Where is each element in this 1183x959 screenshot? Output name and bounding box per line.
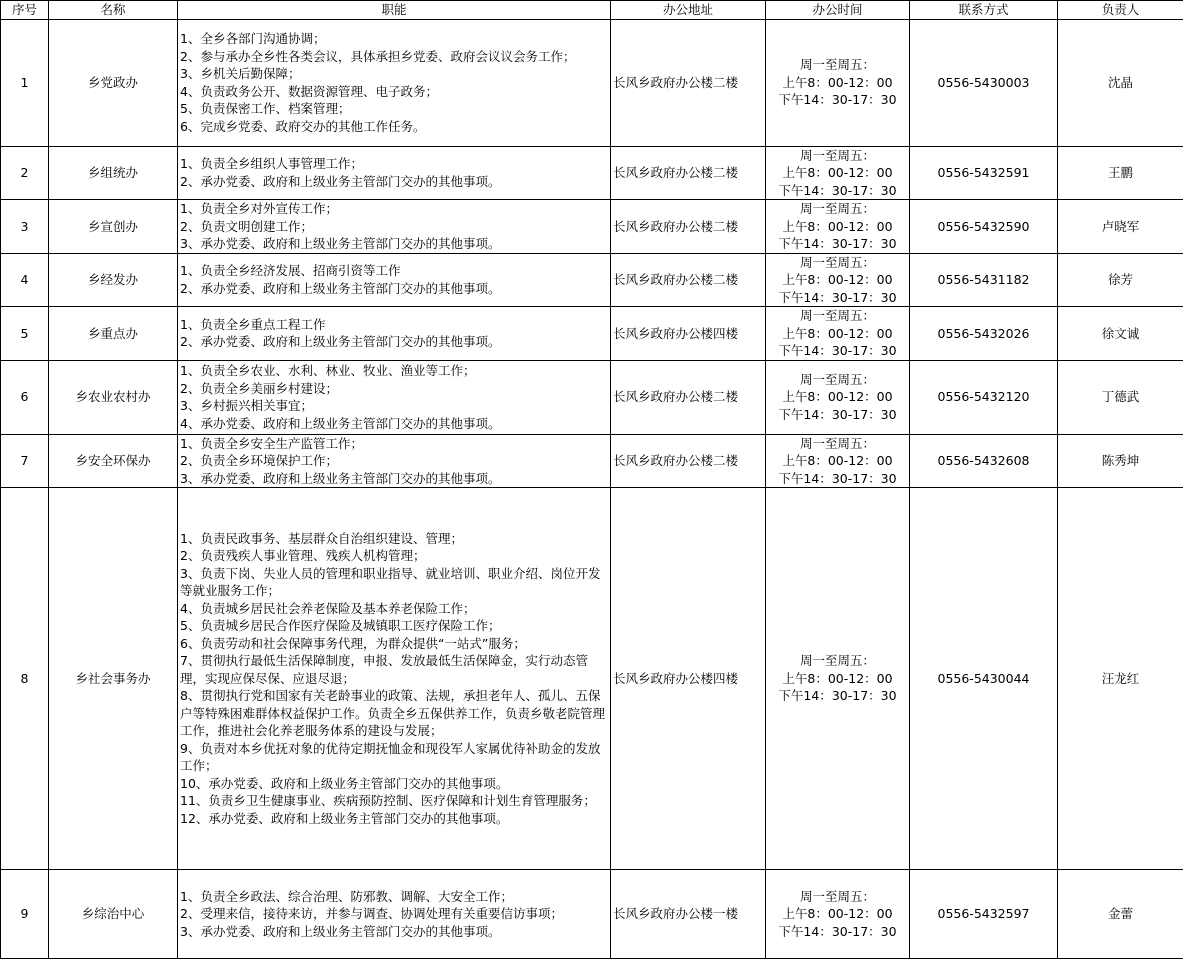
person-in-charge: 王鹏	[1058, 146, 1183, 200]
hours-line: 周一至周五：	[768, 307, 907, 325]
duty-item: 2、负责文明创建工作；	[180, 218, 608, 236]
row-number: 4	[1, 253, 49, 307]
duty-item: 2、参与承办全乡性各类会议，具体承担乡党委、政府会议议会务工作；	[180, 48, 608, 66]
office-address: 长风乡政府办公楼二楼	[611, 200, 766, 254]
table-row	[1, 360, 1183, 434]
contact-phone: 0556-5430003	[910, 19, 1058, 146]
contact-phone: 0556-5431182	[910, 253, 1058, 307]
duty-item: 1、负责全乡安全生产监管工作；	[180, 435, 608, 453]
contact-phone: 0556-5432597	[910, 870, 1058, 959]
duty-item: 2、承办党委、政府和上级业务主管部门交办的其他事项。	[180, 280, 608, 298]
duty-item: 6、完成乡党委、政府交办的其他工作任务。	[180, 118, 608, 136]
department-name: 乡党政办	[49, 19, 178, 146]
row-number: 2	[1, 146, 49, 200]
duty-item: 2、受理来信，接待来访，并参与调查、协调处理有关重要信访事项；	[180, 905, 608, 923]
hours-line: 下午14：30-17：30	[768, 470, 907, 488]
table-body	[1, 19, 1183, 959]
hours-line: 上午8：00-12：00	[768, 325, 907, 343]
contact-phone: 0556-5432591	[910, 146, 1058, 200]
person-in-charge: 汪龙红	[1058, 488, 1183, 870]
contact-phone: 0556-5432120	[910, 360, 1058, 434]
duty-item: 3、乡村振兴相关事宜；	[180, 397, 608, 415]
person-in-charge: 沈晶	[1058, 19, 1183, 146]
header-row	[1, 1, 1183, 20]
hours-line: 周一至周五：	[768, 200, 907, 218]
duty-item: 2、承办党委、政府和上级业务主管部门交办的其他事项。	[180, 173, 608, 191]
contact-phone: 0556-5432026	[910, 307, 1058, 361]
duties-cell	[178, 488, 611, 870]
hours-line: 下午14：30-17：30	[768, 91, 907, 109]
duties-cell	[178, 434, 611, 488]
office-hours	[766, 307, 910, 361]
office-address: 长风乡政府办公楼四楼	[611, 307, 766, 361]
department-name: 乡重点办	[49, 307, 178, 361]
row-number: 1	[1, 19, 49, 146]
hours-line: 周一至周五：	[768, 652, 907, 670]
duties-cell	[178, 360, 611, 434]
duty-item: 10、承办党委、政府和上级业务主管部门交办的其他事项。	[180, 775, 608, 793]
contact-phone: 0556-5430044	[910, 488, 1058, 870]
duties-cell	[178, 870, 611, 959]
duty-item: 4、负责城乡居民社会养老保险及基本养老保险工作；	[180, 600, 608, 618]
duty-item: 1、负责全乡政法、综合治理、防邪教、调解、大安全工作；	[180, 888, 608, 906]
contact-phone: 0556-5432590	[910, 200, 1058, 254]
header-duties: 职能	[178, 1, 611, 20]
duty-item: 3、承办党委、政府和上级业务主管部门交办的其他事项。	[180, 235, 608, 253]
hours-line: 上午8：00-12：00	[768, 218, 907, 236]
department-name: 乡安全环保办	[49, 434, 178, 488]
office-hours	[766, 434, 910, 488]
person-in-charge: 卢晓军	[1058, 200, 1183, 254]
duty-item: 3、承办党委、政府和上级业务主管部门交办的其他事项。	[180, 923, 608, 941]
department-name: 乡农业农村办	[49, 360, 178, 434]
office-hours	[766, 253, 910, 307]
duty-item: 1、负责全乡农业、水利、林业、牧业、渔业等工作；	[180, 362, 608, 380]
duty-item: 11、负责乡卫生健康事业、疾病预防控制、医疗保障和计划生育管理服务；	[180, 792, 608, 810]
table-row	[1, 434, 1183, 488]
office-hours	[766, 200, 910, 254]
office-address: 长风乡政府办公楼二楼	[611, 360, 766, 434]
office-address: 长风乡政府办公楼二楼	[611, 253, 766, 307]
hours-line: 周一至周五：	[768, 371, 907, 389]
row-number: 6	[1, 360, 49, 434]
duty-item: 1、负责全乡重点工程工作	[180, 316, 608, 334]
office-hours	[766, 870, 910, 959]
hours-line: 上午8：00-12：00	[768, 271, 907, 289]
row-number: 9	[1, 870, 49, 959]
office-hours	[766, 146, 910, 200]
duty-item: 1、负责民政事务、基层群众自治组织建设、管理；	[180, 530, 608, 548]
office-address: 长风乡政府办公楼一楼	[611, 870, 766, 959]
duties-cell	[178, 19, 611, 146]
department-name: 乡综治中心	[49, 870, 178, 959]
duty-item: 3、负责下岗、失业人员的管理和职业指导、就业培训、职业介绍、岗位开发等就业服务工作；	[180, 565, 608, 600]
hours-line: 下午14：30-17：30	[768, 923, 907, 941]
duty-item: 5、负责保密工作、档案管理；	[180, 100, 608, 118]
row-number: 3	[1, 200, 49, 254]
duty-item: 2、负责全乡美丽乡村建设；	[180, 380, 608, 398]
duty-item: 2、承办党委、政府和上级业务主管部门交办的其他事项。	[180, 333, 608, 351]
duties-cell	[178, 307, 611, 361]
header-phone: 联系方式	[910, 1, 1058, 20]
person-in-charge: 丁德武	[1058, 360, 1183, 434]
table-row	[1, 19, 1183, 146]
duty-item: 12、承办党委、政府和上级业务主管部门交办的其他事项。	[180, 810, 608, 828]
table-row	[1, 146, 1183, 200]
department-name: 乡组统办	[49, 146, 178, 200]
duty-item: 4、负责政务公开、数据资源管理、电子政务；	[180, 83, 608, 101]
row-number: 7	[1, 434, 49, 488]
hours-line: 周一至周五：	[768, 147, 907, 165]
hours-line: 下午14：30-17：30	[768, 342, 907, 360]
person-in-charge: 陈秀坤	[1058, 434, 1183, 488]
person-in-charge: 徐芳	[1058, 253, 1183, 307]
hours-line: 下午14：30-17：30	[768, 235, 907, 253]
hours-line: 上午8：00-12：00	[768, 905, 907, 923]
office-address: 长风乡政府办公楼四楼	[611, 488, 766, 870]
hours-line: 上午8：00-12：00	[768, 452, 907, 470]
duties-cell	[178, 200, 611, 254]
table-row	[1, 307, 1183, 361]
hours-line: 周一至周五：	[768, 56, 907, 74]
duty-item: 8、贯彻执行党和国家有关老龄事业的政策、法规，承担老年人、孤儿、五保户等特殊困难群体权益保护工作。负责全乡五保供养工作，负责乡敬老院管理工作，推进社会化养老服务体系的建设与发展；	[180, 687, 608, 740]
row-number: 5	[1, 307, 49, 361]
office-hours	[766, 19, 910, 146]
duty-item: 2、负责残疾人事业管理、残疾人机构管理；	[180, 547, 608, 565]
duty-item: 1、负责全乡经济发展、招商引资等工作	[180, 262, 608, 280]
duty-item: 3、承办党委、政府和上级业务主管部门交办的其他事项。	[180, 470, 608, 488]
duty-item: 2、负责全乡环境保护工作；	[180, 452, 608, 470]
hours-line: 上午8：00-12：00	[768, 670, 907, 688]
department-name: 乡宣创办	[49, 200, 178, 254]
hours-line: 上午8：00-12：00	[768, 74, 907, 92]
duty-item: 6、负责劳动和社会保障事务代理，为群众提供“一站式”服务；	[180, 635, 608, 653]
duty-item: 1、全乡各部门沟通协调；	[180, 30, 608, 48]
hours-line: 周一至周五：	[768, 435, 907, 453]
header-hours: 办公时间	[766, 1, 910, 20]
person-in-charge: 徐文诚	[1058, 307, 1183, 361]
table-row	[1, 253, 1183, 307]
hours-line: 周一至周五：	[768, 254, 907, 272]
office-address: 长风乡政府办公楼二楼	[611, 19, 766, 146]
hours-line: 上午8：00-12：00	[768, 164, 907, 182]
duty-item: 7、贯彻执行最低生活保障制度，申报、发放最低生活保障金，实行动态管理，实现应保尽保、应退尽退；	[180, 652, 608, 687]
header-address: 办公地址	[611, 1, 766, 20]
duty-item: 5、负责城乡居民合作医疗保险及城镇职工医疗保险工作；	[180, 617, 608, 635]
hours-line: 下午14：30-17：30	[768, 289, 907, 307]
hours-line: 下午14：30-17：30	[768, 182, 907, 200]
duties-cell	[178, 146, 611, 200]
header-name: 名称	[49, 1, 178, 20]
duty-item: 3、乡机关后勤保障；	[180, 65, 608, 83]
duty-item: 9、负责对本乡优抚对象的优待定期抚恤金和现役军人家属优待补助金的发放工作；	[180, 740, 608, 775]
department-name: 乡社会事务办	[49, 488, 178, 870]
header-no: 序号	[1, 1, 49, 20]
office-hours	[766, 488, 910, 870]
table-row	[1, 200, 1183, 254]
duties-cell	[178, 253, 611, 307]
duty-item: 4、承办党委、政府和上级业务主管部门交办的其他事项。	[180, 415, 608, 433]
office-address: 长风乡政府办公楼二楼	[611, 146, 766, 200]
hours-line: 下午14：30-17：30	[768, 406, 907, 424]
contact-phone: 0556-5432608	[910, 434, 1058, 488]
office-hours	[766, 360, 910, 434]
department-name: 乡经发办	[49, 253, 178, 307]
row-number: 8	[1, 488, 49, 870]
duty-item: 1、负责全乡对外宣传工作；	[180, 200, 608, 218]
table-row	[1, 488, 1183, 870]
table-row	[1, 870, 1183, 959]
office-address: 长风乡政府办公楼二楼	[611, 434, 766, 488]
person-in-charge: 金蕾	[1058, 870, 1183, 959]
header-person: 负责人	[1058, 1, 1183, 20]
hours-line: 周一至周五：	[768, 888, 907, 906]
duty-item: 1、负责全乡组织人事管理工作；	[180, 155, 608, 173]
hours-line: 上午8：00-12：00	[768, 388, 907, 406]
hours-line: 下午14：30-17：30	[768, 687, 907, 705]
